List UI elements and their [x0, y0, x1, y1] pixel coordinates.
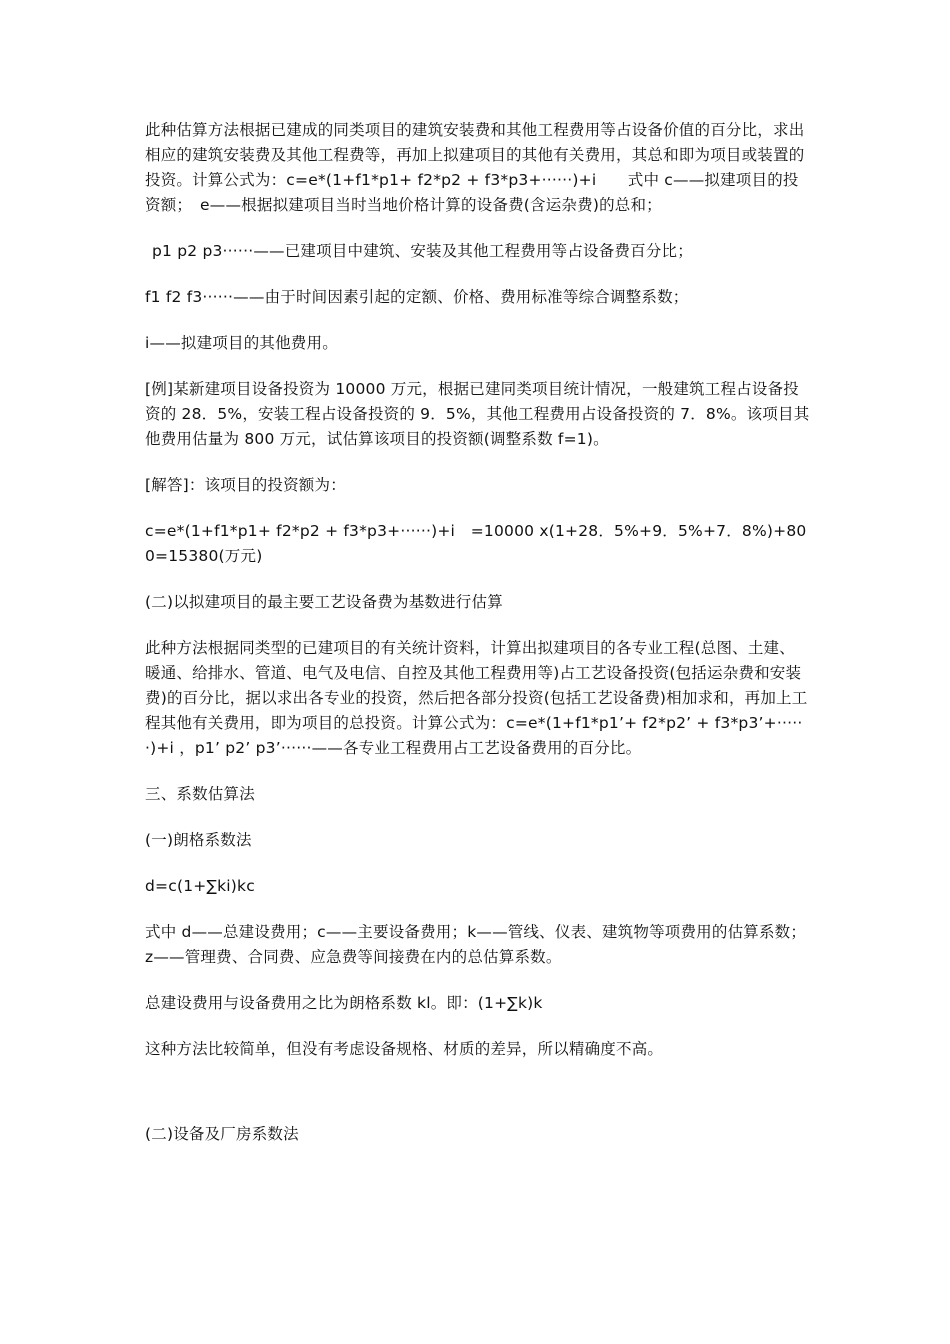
- paragraph-lang-limitation: 这种方法比较简单，但没有考虑设备规格、材质的差异，所以精确度不高。: [145, 1040, 664, 1058]
- paragraph-process-equipment-method: 此种方法根据同类型的已建项目的有关统计资料，计算出拟建项目的各专业工程(总图、土建、暖通、给排水、管道、电气及电信、自控及其他工程费用等)占工艺设备投资(包括运杂费和安装费)的百分比，据以求出各专业的投资，然后把各部分投资(包括工艺设备费)相加求和，再加上工程其他有关费用，即为项目的总投资。计算公式为：c=e*(1+f1*p1’+ f2*p2’ + f3*p3’+······)+i ，p1’ p2’ p3’······——各专业工程费用占工艺设备费用的百分比。: [145, 639, 808, 757]
- paragraph-answer-formula: c=e*(1+f1*p1+ f2*p2 + f3*p3+······)+i =10000 x(1+28．5%+9．5%+7．8%)+800=15380(万元): [145, 522, 807, 565]
- paragraph-method-description: 此种估算方法根据已建成的同类项目的建筑安装费和其他工程费用等占设备价值的百分比，求出相应的建筑安装费及其他工程费等，再加上拟建项目的其他有关费用，其总和即为项目或装置的投资。计算公式为：c=e*(1+f1*p1+ f2*p2 + f3*p3+······)+i 式中 c——拟建项目的投资额； e——根据拟建项目当时当地价格计算的设备费(含运杂费)的总和；: [145, 121, 805, 214]
- paragraph-lang-ratio: 总建设费用与设备费用之比为朗格系数 kl。即：(1+∑k)k: [145, 994, 543, 1012]
- paragraph-lang-variables: 式中 d——总建设费用；c——主要设备费用；k——管线、仪表、建筑物等项费用的估算系数；z——管理费、合同费、应急费等间接费在内的总估算系数。: [145, 923, 807, 966]
- document-body: [145, 118, 810, 1147]
- section-heading-process-equipment: (二)以拟建项目的最主要工艺设备费为基数进行估算: [145, 593, 503, 611]
- paragraph-p-definition: p1 p2 p3······——已建项目中建筑、安装及其他工程费用等占设备费百分比；: [152, 242, 693, 260]
- paragraph-example: [例]某新建项目设备投资为 10000 万元，根据已建同类项目统计情况，一般建筑工程占设备投资的 28．5%，安装工程占设备投资的 9．5%，其他工程费用占设备投资的 7．8%。该项目其他费用估量为 800 万元，试估算该项目的投资额(调整系数 f=1)。: [145, 380, 810, 448]
- section-heading-lang-factor: (一)朗格系数法: [145, 831, 252, 849]
- section-heading-equipment-plant-factor: (二)设备及厂房系数法: [145, 1125, 299, 1143]
- paragraph-f-definition: f1 f2 f3······——由于时间因素引起的定额、价格、费用标准等综合调整系数；: [145, 288, 689, 306]
- paragraph-answer-heading: [解答]：该项目的投资额为：: [145, 476, 346, 494]
- section-heading-coefficient-method: 三、系数估算法: [145, 785, 255, 803]
- formula-lang-factor: d=c(1+∑ki)kc: [145, 877, 255, 895]
- paragraph-i-definition: i——拟建项目的其他费用。: [145, 334, 338, 352]
